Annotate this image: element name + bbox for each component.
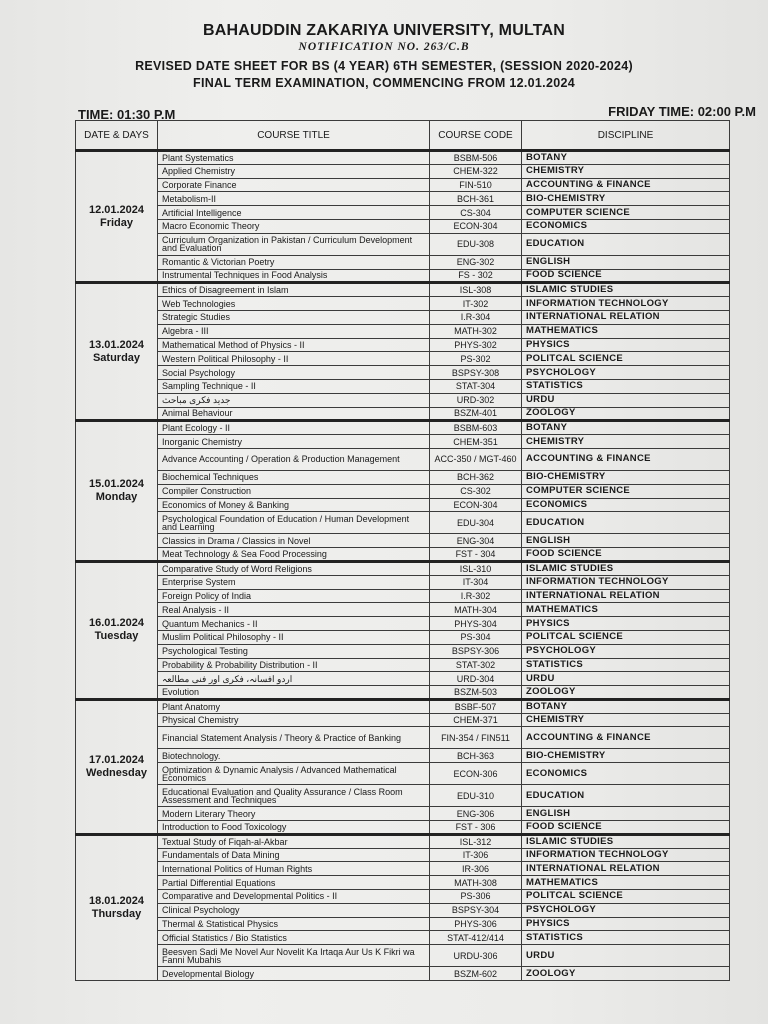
table-row <box>76 644 730 658</box>
course-code-cell: BCH-362 <box>430 470 522 484</box>
course-title-cell: Macro Economic Theory <box>158 219 430 233</box>
course-title-cell: Economics of Money & Banking <box>158 498 430 512</box>
course-title-cell: Instrumental Techniques in Food Analysis <box>158 269 430 283</box>
course-title-cell: Thermal & Statistical Physics <box>158 917 430 931</box>
table-row <box>76 658 730 672</box>
discipline-cell: ISLAMIC STUDIES <box>522 283 730 297</box>
table-row <box>76 421 730 435</box>
course-title-cell: اردو افسانہ، فکری اور فنی مطالعہ <box>158 672 430 686</box>
table-row <box>76 151 730 165</box>
course-code-cell: FIN-510 <box>430 178 522 192</box>
discipline-cell: ACCOUNTING & FINANCE <box>522 727 730 749</box>
discipline-cell: PSYCHOLOGY <box>522 366 730 380</box>
discipline-cell: ENGLISH <box>522 255 730 269</box>
discipline-cell: ECONOMICS <box>522 763 730 785</box>
course-title-cell: Biochemical Techniques <box>158 470 430 484</box>
course-title-cell: Sampling Technique - II <box>158 379 430 393</box>
date-day-cell <box>76 283 158 421</box>
discipline-cell: ECONOMICS <box>522 498 730 512</box>
discipline-cell: STATISTICS <box>522 379 730 393</box>
course-code-cell: URDU-306 <box>430 945 522 967</box>
course-title-cell: Textual Study of Fiqah-al-Akbar <box>158 834 430 848</box>
table-row <box>76 763 730 785</box>
course-title-cell: Algebra - III <box>158 324 430 338</box>
discipline-cell: COMPUTER SCIENCE <box>522 484 730 498</box>
table-row <box>76 484 730 498</box>
table-row <box>76 903 730 917</box>
table-row <box>76 178 730 192</box>
table-row <box>76 686 730 700</box>
date-day-cell <box>76 699 158 834</box>
course-title-cell: Real Analysis - II <box>158 603 430 617</box>
date-day-cell <box>76 834 158 980</box>
table-row <box>76 366 730 380</box>
table-row <box>76 917 730 931</box>
exam-day: Friday <box>99 216 133 229</box>
course-title-cell: Plant Systematics <box>158 151 430 165</box>
table-row <box>76 945 730 967</box>
discipline-cell: FOOD SCIENCE <box>522 269 730 283</box>
course-code-cell: IR-306 <box>430 862 522 876</box>
course-code-cell: PHYS-306 <box>430 917 522 931</box>
course-code-cell: CS-304 <box>430 206 522 220</box>
course-code-cell: IT-302 <box>430 297 522 311</box>
date-sheet-table <box>75 120 730 981</box>
discipline-cell: BIO-CHEMISTRY <box>522 192 730 206</box>
discipline-cell: MATHEMATICS <box>522 324 730 338</box>
course-title-cell: Curriculum Organization in Pakistan / Curriculum Development and Evaluation <box>158 233 430 255</box>
table-row <box>76 379 730 393</box>
course-code-cell: BSBM-506 <box>430 151 522 165</box>
table-row <box>76 862 730 876</box>
date-day-cell <box>76 421 158 562</box>
course-code-cell: BSBF-507 <box>430 699 522 713</box>
discipline-cell: EDUCATION <box>522 233 730 255</box>
discipline-cell: PHYSICS <box>522 338 730 352</box>
course-title-cell: Inorganic Chemistry <box>158 435 430 449</box>
exam-day: Wednesday <box>86 766 147 779</box>
discipline-cell: POLITCAL SCIENCE <box>522 630 730 644</box>
table-row <box>76 164 730 178</box>
exam-day: Monday <box>95 491 138 504</box>
exam-date: 13.01.2024 <box>88 338 145 351</box>
course-code-cell: FST - 304 <box>430 548 522 562</box>
course-title-cell: Beesven Sadi Me Novel Aur Novelit Ka Irtaqa Aur Us K Fikri wa Fanni Mubahis <box>158 945 430 967</box>
course-title-cell: Enterprise System <box>158 575 430 589</box>
course-code-cell: ENG-306 <box>430 807 522 821</box>
course-title-cell: Animal Behaviour <box>158 407 430 421</box>
header-course-title: COURSE TITLE <box>158 121 430 151</box>
date-day-cell <box>76 151 158 283</box>
course-title-cell: Compiler Construction <box>158 484 430 498</box>
course-title-cell: Official Statistics / Bio Statistics <box>158 931 430 945</box>
discipline-cell: BIO-CHEMISTRY <box>522 470 730 484</box>
course-code-cell: BSBM-603 <box>430 421 522 435</box>
discipline-cell: PSYCHOLOGY <box>522 903 730 917</box>
table-row <box>76 727 730 749</box>
table-row <box>76 407 730 421</box>
discipline-cell: PSYCHOLOGY <box>522 644 730 658</box>
course-code-cell: FIN-354 / FIN511 <box>430 727 522 749</box>
course-code-cell: PHYS-302 <box>430 338 522 352</box>
discipline-cell: ECONOMICS <box>522 219 730 233</box>
course-code-cell: BSPSY-304 <box>430 903 522 917</box>
table-row <box>76 589 730 603</box>
course-code-cell: ENG-302 <box>430 255 522 269</box>
discipline-cell: ENGLISH <box>522 534 730 548</box>
table-row <box>76 876 730 890</box>
discipline-cell: INTERNATIONAL RELATION <box>522 589 730 603</box>
course-code-cell: FS - 302 <box>430 269 522 283</box>
discipline-cell: EDUCATION <box>522 512 730 534</box>
course-title-cell: Evolution <box>158 686 430 700</box>
course-title-cell: Fundamentals of Data Mining <box>158 848 430 862</box>
exam-date: 12.01.2024 <box>88 203 145 216</box>
table-row <box>76 834 730 848</box>
discipline-cell: FOOD SCIENCE <box>522 548 730 562</box>
course-code-cell: MATH-302 <box>430 324 522 338</box>
course-code-cell: ISL-310 <box>430 561 522 575</box>
exam-date: 15.01.2024 <box>88 478 145 491</box>
course-code-cell: BSPSY-308 <box>430 366 522 380</box>
table-row <box>76 324 730 338</box>
course-title-cell: Biotechnology. <box>158 749 430 763</box>
discipline-cell: ZOOLOGY <box>522 686 730 700</box>
discipline-cell: BOTANY <box>522 699 730 713</box>
table-row <box>76 498 730 512</box>
course-title-cell: Corporate Finance <box>158 178 430 192</box>
course-code-cell: STAT-412/414 <box>430 931 522 945</box>
course-code-cell: BCH-361 <box>430 192 522 206</box>
course-code-cell: ISL-312 <box>430 834 522 848</box>
date-day-cell <box>76 561 158 699</box>
discipline-cell: POLITCAL SCIENCE <box>522 890 730 904</box>
course-title-cell: Meat Technology & Sea Food Processing <box>158 548 430 562</box>
table-row <box>76 575 730 589</box>
course-code-cell: URD-304 <box>430 672 522 686</box>
course-code-cell: BSZM-503 <box>430 686 522 700</box>
table-row <box>76 931 730 945</box>
table-row <box>76 393 730 407</box>
course-code-cell: BCH-363 <box>430 749 522 763</box>
table-row <box>76 785 730 807</box>
course-code-cell: ECON-304 <box>430 219 522 233</box>
table-row <box>76 967 730 981</box>
table-row <box>76 807 730 821</box>
course-title-cell: Muslim Political Philosophy - II <box>158 630 430 644</box>
discipline-cell: URDU <box>522 945 730 967</box>
table-row <box>76 338 730 352</box>
time-right: FRIDAY TIME: 02:00 P.M <box>608 104 756 119</box>
discipline-cell: ENGLISH <box>522 807 730 821</box>
discipline-cell: EDUCATION <box>522 785 730 807</box>
table-row <box>76 269 730 283</box>
discipline-cell: FOOD SCIENCE <box>522 821 730 835</box>
course-title-cell: Web Technologies <box>158 297 430 311</box>
discipline-cell: INTERNATIONAL RELATION <box>522 862 730 876</box>
discipline-cell: CHEMISTRY <box>522 435 730 449</box>
discipline-cell: BOTANY <box>522 151 730 165</box>
course-code-cell: PS-302 <box>430 352 522 366</box>
course-code-cell: IT-304 <box>430 575 522 589</box>
discipline-cell: BIO-CHEMISTRY <box>522 749 730 763</box>
discipline-cell: INFORMATION TECHNOLOGY <box>522 575 730 589</box>
course-title-cell: Educational Evaluation and Quality Assurance / Class Room Assessment and Techniques <box>158 785 430 807</box>
discipline-cell: INFORMATION TECHNOLOGY <box>522 297 730 311</box>
table-row <box>76 821 730 835</box>
course-code-cell: BSZM-401 <box>430 407 522 421</box>
table-row <box>76 192 730 206</box>
course-title-cell: Physical Chemistry <box>158 713 430 727</box>
course-code-cell: MATH-304 <box>430 603 522 617</box>
course-title-cell: Optimization & Dynamic Analysis / Advanced Mathematical Economics <box>158 763 430 785</box>
course-code-cell: EDU-308 <box>430 233 522 255</box>
discipline-cell: ZOOLOGY <box>522 967 730 981</box>
course-code-cell: ISL-308 <box>430 283 522 297</box>
course-code-cell: URD-302 <box>430 393 522 407</box>
table-row <box>76 435 730 449</box>
discipline-cell: STATISTICS <box>522 931 730 945</box>
course-title-cell: Developmental Biology <box>158 967 430 981</box>
course-title-cell: Strategic Studies <box>158 310 430 324</box>
university-title: BAHAUDDIN ZAKARIYA UNIVERSITY, MULTAN <box>202 22 566 39</box>
discipline-cell: ISLAMIC STUDIES <box>522 561 730 575</box>
course-code-cell: FST - 306 <box>430 821 522 835</box>
course-code-cell: CHEM-371 <box>430 713 522 727</box>
course-code-cell: I.R-302 <box>430 589 522 603</box>
table-row <box>76 310 730 324</box>
course-title-cell: Introduction to Food Toxicology <box>158 821 430 835</box>
course-code-cell: BSPSY-306 <box>430 644 522 658</box>
course-code-cell: CHEM-322 <box>430 164 522 178</box>
course-title-cell: Clinical Psychology <box>158 903 430 917</box>
course-code-cell: IT-306 <box>430 848 522 862</box>
course-title-cell: Metabolism-II <box>158 192 430 206</box>
table-row <box>76 713 730 727</box>
discipline-cell: POLITCAL SCIENCE <box>522 352 730 366</box>
course-title-cell: Partial Differential Equations <box>158 876 430 890</box>
table-row <box>76 561 730 575</box>
course-title-cell: Applied Chemistry <box>158 164 430 178</box>
course-title-cell: Foreign Policy of India <box>158 589 430 603</box>
table-row <box>76 617 730 631</box>
course-title-cell: Financial Statement Analysis / Theory & Practice of Banking <box>158 727 430 749</box>
course-code-cell: I.R-304 <box>430 310 522 324</box>
course-code-cell: EDU-310 <box>430 785 522 807</box>
course-title-cell: Comparative Study of Word Religions <box>158 561 430 575</box>
table-row <box>76 448 730 470</box>
revised-heading: REVISED DATE SHEET FOR BS (4 YEAR) 6TH SEMESTER, (SESSION 2020-2024) <box>135 59 633 73</box>
table-row <box>76 470 730 484</box>
course-code-cell: MATH-308 <box>430 876 522 890</box>
course-title-cell: Comparative and Developmental Politics - II <box>158 890 430 904</box>
course-code-cell: PS-306 <box>430 890 522 904</box>
course-title-cell: Western Political Philosophy - II <box>158 352 430 366</box>
discipline-cell: ACCOUNTING & FINANCE <box>522 448 730 470</box>
table-row <box>76 890 730 904</box>
table-row <box>76 297 730 311</box>
exam-day: Saturday <box>92 351 141 364</box>
table-row <box>76 672 730 686</box>
exam-date: 17.01.2024 <box>88 753 145 766</box>
course-code-cell: BSZM-602 <box>430 967 522 981</box>
table-row <box>76 219 730 233</box>
course-title-cell: Plant Ecology - II <box>158 421 430 435</box>
course-code-cell: CHEM-351 <box>430 435 522 449</box>
course-title-cell: Social Psychology <box>158 366 430 380</box>
course-code-cell: EDU-304 <box>430 512 522 534</box>
course-title-cell: Advance Accounting / Operation & Production Management <box>158 448 430 470</box>
discipline-cell: URDU <box>522 672 730 686</box>
table-row <box>76 548 730 562</box>
discipline-cell: CHEMISTRY <box>522 164 730 178</box>
table-row <box>76 749 730 763</box>
notification-number: NOTIFICATION NO. 263/C.B <box>298 41 470 53</box>
discipline-cell: INFORMATION TECHNOLOGY <box>522 848 730 862</box>
final-term-heading: FINAL TERM EXAMINATION, COMMENCING FROM 12.01.2024 <box>193 76 575 90</box>
discipline-cell: STATISTICS <box>522 658 730 672</box>
course-title-cell: Plant Anatomy <box>158 699 430 713</box>
course-title-cell: Romantic & Victorian Poetry <box>158 255 430 269</box>
course-title-cell: Psychological Foundation of Education / Human Development and Learning <box>158 512 430 534</box>
time-left: TIME: 01:30 P.M <box>78 107 176 122</box>
discipline-cell: ACCOUNTING & FINANCE <box>522 178 730 192</box>
table-row <box>76 206 730 220</box>
table-header-row <box>76 121 730 151</box>
table-row <box>76 699 730 713</box>
table-row <box>76 255 730 269</box>
course-code-cell: STAT-304 <box>430 379 522 393</box>
exam-date: 16.01.2024 <box>88 617 145 630</box>
header-course-code: COURSE CODE <box>430 121 522 151</box>
discipline-cell: MATHEMATICS <box>522 876 730 890</box>
course-code-cell: ENG-304 <box>430 534 522 548</box>
discipline-cell: PHYSICS <box>522 917 730 931</box>
discipline-cell: CHEMISTRY <box>522 713 730 727</box>
course-title-cell: Ethics of Disagreement in Islam <box>158 283 430 297</box>
course-code-cell: PHYS-304 <box>430 617 522 631</box>
course-title-cell: Psychological Testing <box>158 644 430 658</box>
discipline-cell: URDU <box>522 393 730 407</box>
course-code-cell: ACC-350 / MGT-460 <box>430 448 522 470</box>
course-code-cell: ECON-304 <box>430 498 522 512</box>
course-title-cell: Mathematical Method of Physics - II <box>158 338 430 352</box>
table-row <box>76 512 730 534</box>
header-date-days: DATE & DAYS <box>76 121 158 151</box>
course-title-cell: Classics in Drama / Classics in Novel <box>158 534 430 548</box>
course-code-cell: STAT-302 <box>430 658 522 672</box>
table-row <box>76 630 730 644</box>
table-body <box>76 151 730 981</box>
course-title-cell: جدید فکری مباحث <box>158 393 430 407</box>
discipline-cell: ZOOLOGY <box>522 407 730 421</box>
course-title-cell: Quantum Mechanics - II <box>158 617 430 631</box>
table-row <box>76 233 730 255</box>
discipline-cell: COMPUTER SCIENCE <box>522 206 730 220</box>
discipline-cell: ISLAMIC STUDIES <box>522 834 730 848</box>
course-code-cell: PS-304 <box>430 630 522 644</box>
course-code-cell: ECON-306 <box>430 763 522 785</box>
exam-day: Thursday <box>91 907 142 920</box>
discipline-cell: MATHEMATICS <box>522 603 730 617</box>
table-row <box>76 603 730 617</box>
course-title-cell: Artificial Intelligence <box>158 206 430 220</box>
course-title-cell: International Politics of Human Rights <box>158 862 430 876</box>
course-code-cell: CS-302 <box>430 484 522 498</box>
header-discipline: DISCIPLINE <box>522 121 730 151</box>
table-row <box>76 848 730 862</box>
course-title-cell: Probability & Probability Distribution - II <box>158 658 430 672</box>
course-title-cell: Modern Literary Theory <box>158 807 430 821</box>
table-row <box>76 283 730 297</box>
discipline-cell: INTERNATIONAL RELATION <box>522 310 730 324</box>
discipline-cell: BOTANY <box>522 421 730 435</box>
exam-date: 18.01.2024 <box>88 894 145 907</box>
discipline-cell: PHYSICS <box>522 617 730 631</box>
table-row <box>76 352 730 366</box>
table-row <box>76 534 730 548</box>
exam-day: Tuesday <box>94 630 139 643</box>
